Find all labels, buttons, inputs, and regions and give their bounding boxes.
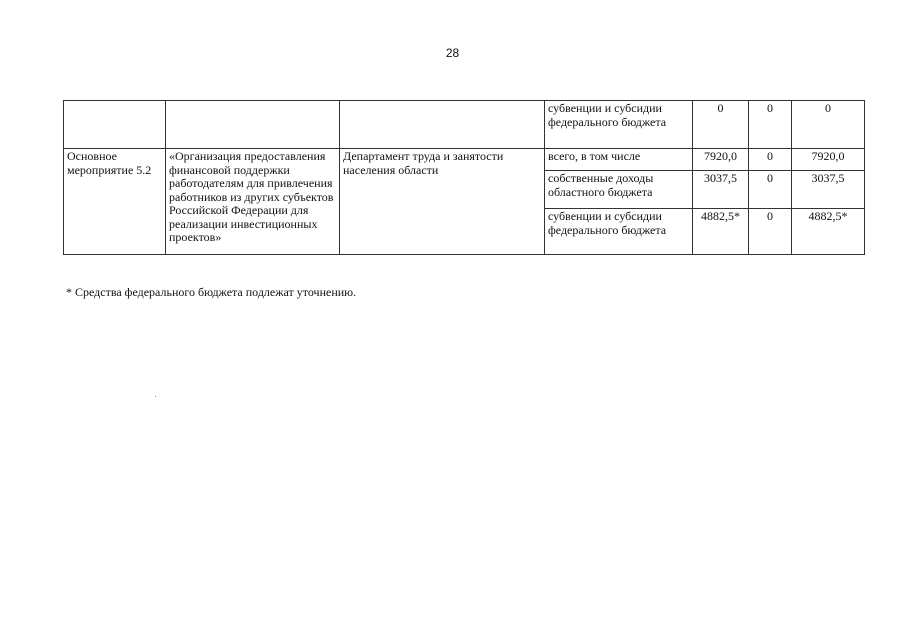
executor-cell: Департамент труда и занятости населения области	[340, 149, 545, 255]
funding-source-cell: собственные доходы областного бюджета	[545, 171, 693, 209]
funding-source-cell: субвенции и субсидии федерального бюджета	[545, 101, 693, 149]
activity-title-cell: «Организация предоставления финансовой поддержки работодателям для привлечения работников из других субъектов Российской Федерации для реализации инвестиционных проектов»	[166, 149, 340, 255]
value-cell: 0	[749, 209, 792, 255]
continuation-row	[64, 101, 865, 149]
value-cell: 7920,0	[792, 149, 865, 171]
activity-label-cell: Основное мероприятие 5.2	[64, 149, 166, 255]
value-cell: 0	[749, 171, 792, 209]
value-cell: 3037,5	[792, 171, 865, 209]
page-number: 28	[445, 46, 460, 60]
budget-table	[63, 100, 865, 255]
empty-cell	[340, 101, 545, 149]
empty-cell	[166, 101, 340, 149]
funding-source-cell: субвенции и субсидии федерального бюджета	[545, 209, 693, 255]
value-cell: 4882,5*	[792, 209, 865, 255]
footnote: * Средства федерального бюджета подлежат уточнению.	[66, 285, 357, 299]
scan-speck	[155, 396, 156, 397]
value-cell: 0	[749, 101, 792, 149]
value-cell: 0	[749, 149, 792, 171]
total-value-cell: 4882,5*	[693, 209, 749, 255]
empty-cell	[64, 101, 166, 149]
total-value-cell: 0	[693, 101, 749, 149]
value-cell: 0	[792, 101, 865, 149]
total-value-cell: 7920,0	[693, 149, 749, 171]
total-value-cell: 3037,5	[693, 171, 749, 209]
funding-source-cell: всего, в том числе	[545, 149, 693, 171]
table-row	[64, 149, 865, 171]
